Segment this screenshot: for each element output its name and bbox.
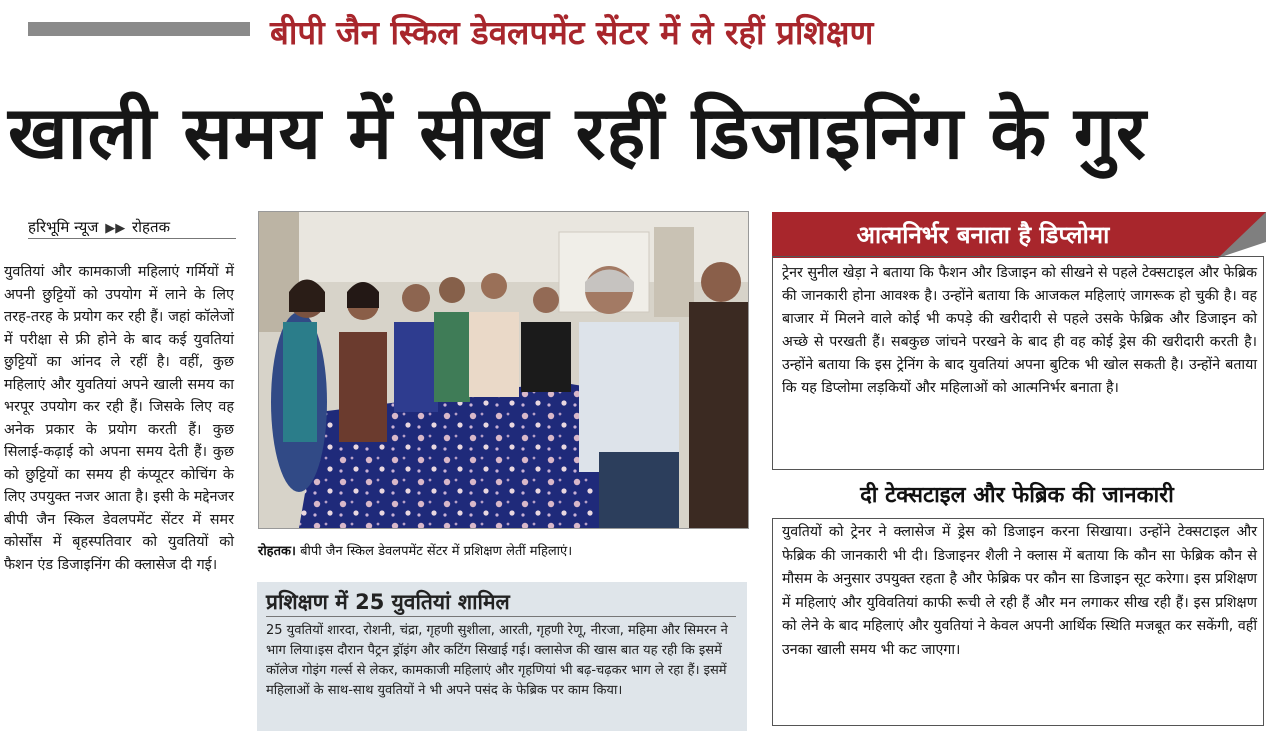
left-column-text: युवतियां और कामकाजी महिलाएं गर्मियों में अपनी छुट्टियों को उपयोग में लाने के लिए तरह-तरह के प्रयोग कर रही हैं। जहां कॉलेजों में परीक्षा से फ्री होने के बाद कई युवतियां छुट्टियों का आंनद ले रहीं है। वहीं, कुछ महिलाएं और युवतियां अपने खाली समय का भरपूर उपयोग कर रही हैं। जिसके लिए वह अनेक प्रकार के प्रयोग करती हैं। कुछ सिलाई-कढ़ाई को अपना समय देती हैं। कुछ को छुट्टियों का समय ही कंप्यूटर कोचिंग के लिए उपयुक्त नजर आता है। इसी के मद्देनजर बीपी जैन स्किल डेवलपमेंट सेंटर में समर कोर्सोंस में बृहस्पतिवार को युवतियों को फैशन एंड डिजाइनिंग की क्लासेज दी गई। xyxy=(4,264,234,573)
byline xyxy=(28,216,236,239)
caption-text: बीपी जैन स्किल डेवलपमेंट सेंटर में प्रशिक्षण लेतीं महिलाएं। xyxy=(300,544,573,559)
caption-place: रोहतक। xyxy=(258,544,296,559)
double-arrow-icon: ▶▶ xyxy=(105,221,126,236)
byline-source: हरिभूमि न्यूज xyxy=(28,218,99,236)
photo-caption xyxy=(258,540,747,564)
news-photo xyxy=(258,211,749,529)
right-paragraph-2: युवतियों को ट्रेनर ने क्लासेज में ड्रेस को डिजाइन करना सिखाया। उन्होंने टेक्सटाइल और फेब्रिक की जानकारी भी दी। डिजाइनर शैली ने क्लास में बताया कि कौन सा फेब्रिक कौन से मौसम के अनुसार उपयुक्त रहता है और फेब्रिक पर कौन सा डिजाइन सूट करेगा। इस प्रशिक्षण में महिलाएं और युविवतियां काफी रूची ले रही हैं और मन लगाकर सीख रही हैं। इस प्रशिक्षण को लेने के बाद महिलाएं और युवतियां ने केवल अपनी आर्थिक स्थिति मजबूत कर सकेंगी, वहीं उनका खाली समय भी कट जाएगा। xyxy=(782,524,1257,658)
right-subheading: दी टेक्सटाइल और फेब्रिक की जानकारी xyxy=(860,483,1174,508)
ribbon-title: आत्मनिर्भर बनाता है डिप्लोमा xyxy=(856,221,1110,249)
top-rule xyxy=(28,22,250,36)
info-box-body: 25 युवतियों शारदा, रोशनी, चंद्रा, गृहणी सुशीला, आरती, गृहणी रेणू, नीरजा, महिमा और सिमरन ने भाग लिया।इस दौरान पैट्रन ड्रॉइंग और कटिंग सिखाई गई। क्लासेज की खास बात यह रही कि इसमें कॉलेज गोइंग गर्ल्स से लेकर, कामकाजी महिलाएं और गृहणियां भी बढ़-चढ़कर भाग ले रहा हैं। इसमें महिलाओं के साथ-साथ युवतियों ने भी अपने पसंद के फेब्रिक पर काम किया। xyxy=(266,623,728,698)
info-box-heading: प्रशिक्षण में 25 युवतियां शामिल xyxy=(266,588,736,617)
right-paragraph-1: ट्रेनर सुनील खेड़ा ने बताया कि फैशन और डिजाइन को सीखने से पहले टेक्सटाइल और फेब्रिक की जानकारी होना आवश्क है। उन्होंने बताया कि आजकल महिलाएं जागरूक हो चुकी है। वह बाजार में मिलने वाले कोई भी कपड़े की खरीदारी से पहले उसके फेब्रिक और डिजाइन को अच्छे से परखती हैं। सबकुछ जांचने परखने के बाद ही वह कोई ड्रेस की खरीदारी करती है। उन्होंने बताया कि इस ट्रेनिंग के बाद युवतियां अपना बुटिक भी खोल सकती है। उन्होंने बताया कि यह डिप्लोमा लड़कियों और महिलाओं को आत्मनिर्भर बनाता है। xyxy=(782,265,1257,396)
main-headline: खाली समय में सीख रहीं डिजाइनिंग के गुर xyxy=(8,91,1147,176)
byline-location: रोहतक xyxy=(131,218,171,236)
kicker-headline: बीपी जैन स्किल डेवलपमेंट सेंटर में ले रहीं प्रशिक्षण xyxy=(270,13,874,52)
